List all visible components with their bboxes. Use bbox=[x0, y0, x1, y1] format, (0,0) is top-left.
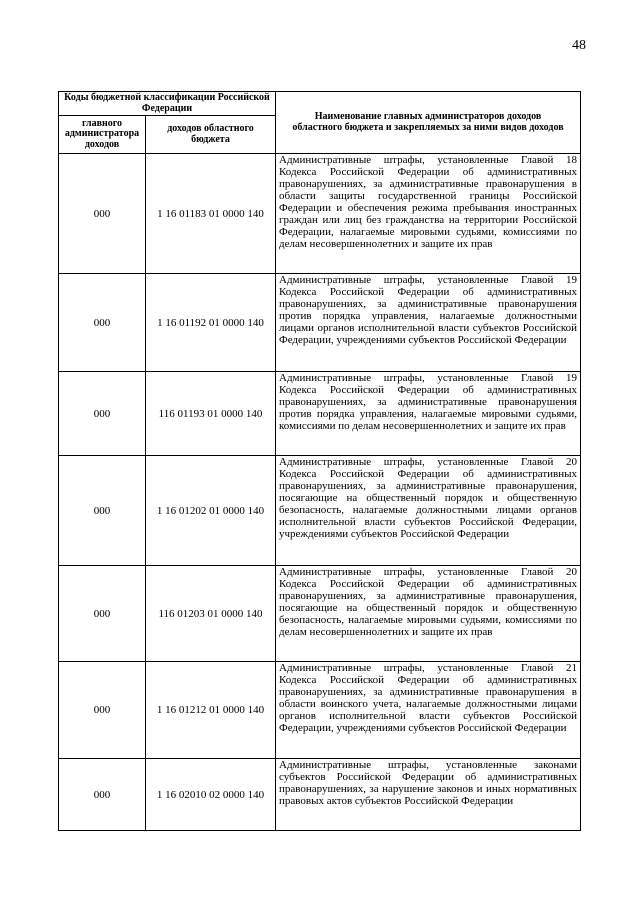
admin-code-cell: 000 bbox=[59, 662, 146, 759]
income-code-cell: 1 16 01183 01 0000 140 bbox=[146, 154, 276, 274]
table-row bbox=[59, 456, 581, 566]
admin-code-cell: 000 bbox=[59, 759, 146, 831]
admin-code-cell: 000 bbox=[59, 372, 146, 456]
income-code-cell: 116 01193 01 0000 140 bbox=[146, 372, 276, 456]
table-row bbox=[59, 566, 581, 662]
name-column-header: Наименование главных администраторов доходов областного бюджета и закрепляемых за ними видов доходов bbox=[276, 92, 581, 154]
page-number: 48 bbox=[572, 38, 586, 53]
income-code-cell: 116 01203 01 0000 140 bbox=[146, 566, 276, 662]
income-code-cell: 1 16 02010 02 0000 140 bbox=[146, 759, 276, 831]
description-cell: Административные штрафы, установленные Главой 21 Кодекса Российской Федерации об административных правонарушениях, за административные правонарушения в области воинского учета, налагаемые должностными лицами органов исполнительной власти субъектов Российской Федерации, учреждениями субъектов Российской Федерации bbox=[276, 662, 581, 759]
table-header bbox=[59, 92, 581, 154]
table-row bbox=[59, 759, 581, 831]
table-row bbox=[59, 662, 581, 759]
income-code-cell: 1 16 01192 01 0000 140 bbox=[146, 274, 276, 372]
income-column-header: доходов областного бюджета bbox=[146, 116, 276, 154]
codes-group-header: Коды бюджетной классификации Российской Федерации bbox=[59, 92, 276, 116]
income-code-cell: 1 16 01212 01 0000 140 bbox=[146, 662, 276, 759]
table-row bbox=[59, 274, 581, 372]
description-cell: Административные штрафы, установленные Главой 20 Кодекса Российской Федерации об административных правонарушениях, за административные правонарушения, посягающие на общественный порядок и общественную безопасность, налагаемые должностными лицами органов исполнительной власти субъектов Российской Федерации, учреждениями субъектов Российской Федерации bbox=[276, 456, 581, 566]
admin-code-cell: 000 bbox=[59, 456, 146, 566]
table-body bbox=[59, 154, 581, 831]
description-cell: Административные штрафы, установленные Главой 20 Кодекса Российской Федерации об административных правонарушениях, за административные правонарушения, посягающие на общественный порядок и общественную безопасность, налагаемые мировыми судьями, комиссиями по делам несовершеннолетних и защите их прав bbox=[276, 566, 581, 662]
admin-column-header: главного администратора доходов bbox=[59, 116, 146, 154]
description-cell: Административные штрафы, установленные Главой 19 Кодекса Российской Федерации об административных правонарушениях, за административные правонарушения против порядка управления, налагаемые мировыми судьями, комиссиями по делам несовершеннолетних и защите их прав bbox=[276, 372, 581, 456]
description-cell: Административные штрафы, установленные Главой 18 Кодекса Российской Федерации об административных правонарушениях, за административные правонарушения в области защиты государственной границы Российской Федерации и обеспечения режима пребывания иностранных граждан или лиц без гражданства на территории Российской Федерации, налагаемые мировыми судьями, комиссиями по делам несовершеннолетних и защите их прав bbox=[276, 154, 581, 274]
income-code-cell: 1 16 01202 01 0000 140 bbox=[146, 456, 276, 566]
table-row bbox=[59, 154, 581, 274]
description-cell: Административные штрафы, установленные Главой 19 Кодекса Российской Федерации об административных правонарушениях, за административные правонарушения против порядка управления, налагаемые должностными лицами органов исполнительной власти субъектов Российской Федерации, учреждениями субъектов Российской Федерации bbox=[276, 274, 581, 372]
admin-code-cell: 000 bbox=[59, 566, 146, 662]
admin-code-cell: 000 bbox=[59, 274, 146, 372]
admin-code-cell: 000 bbox=[59, 154, 146, 274]
budget-classification-table bbox=[58, 91, 581, 831]
description-cell: Административные штрафы, установленные законами субъектов Российской Федерации об административных правонарушениях, за нарушение законов и иных нормативных правовых актов субъектов Российской Федерации bbox=[276, 759, 581, 831]
table-row bbox=[59, 372, 581, 456]
